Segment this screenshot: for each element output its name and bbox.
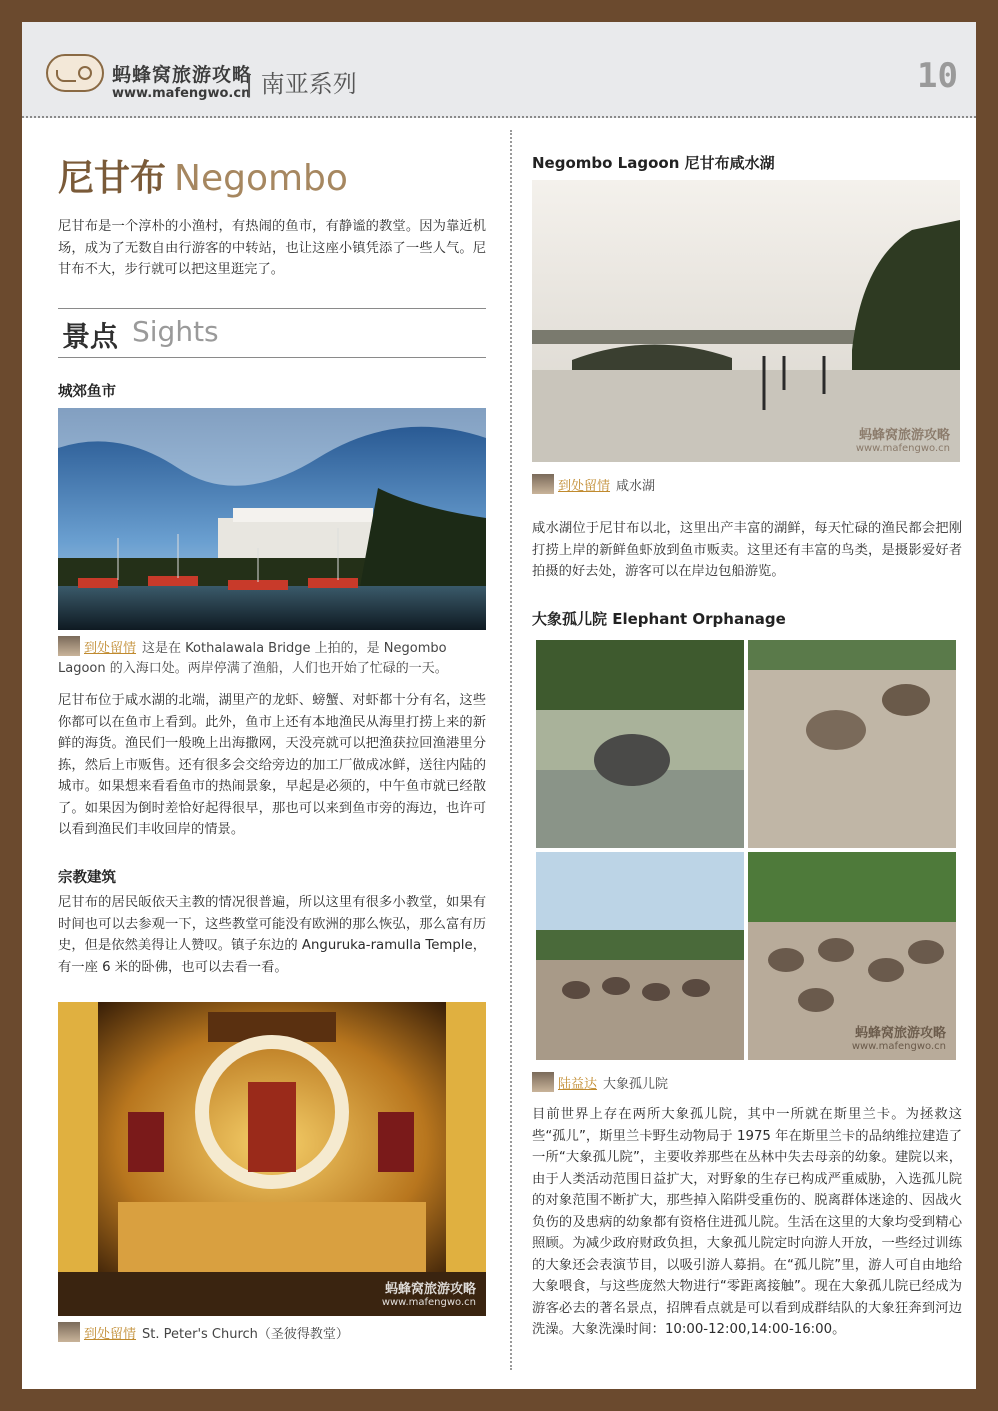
author-avatar <box>58 1322 80 1342</box>
page-header <box>22 22 976 118</box>
author-avatar <box>532 474 554 494</box>
elephant-photo-2 <box>748 640 956 848</box>
page-number: 10 <box>917 56 958 96</box>
orphanage-photo-grid <box>536 640 956 1060</box>
watermark-url: www.mafengwo.cn <box>381 1297 476 1308</box>
series-title: | 南亚系列 <box>245 70 357 98</box>
fish-market-paragraph: 尼甘布位于咸水湖的北端，湖里产的龙虾、螃蟹、对虾都十分有名，这些你都可以在鱼市上看到。此外，鱼市上还有本地渔民从海里打捞上来的新鲜的海货。渔民们一般晚上出海撒网，天没亮就可以把渔获拉回渔港里分拣，然后上市贩售。还有很多会交给旁边的加工厂做成冰鲜，送往内陆的城市。如果想来看看鱼市的热闹景象，早起是必须的，中午鱼市就已经散了。如果因为倒时差恰好起得很早，那也可以来到鱼市旁的海边，也许可以看到渔民们丰收回岸的情景。 <box>58 693 486 837</box>
watermark <box>856 424 950 454</box>
church-photo <box>58 1002 486 1316</box>
orphanage-paragraph: 目前世界上存在两所大象孤儿院，其中一所就在斯里兰卡。为拯救这些“孤儿”，斯里兰卡野生动物局于 1975 年在斯里兰卡的品纳维拉建造了一所“大象孤儿院”，主要收养那些在丛林中失去母亲的幼象。建院以来，由于人类活动范围日益扩大，对野象的生存已构成严重威胁，入选孤儿院的对象范围不断扩大，那些掉入陷阱受重伤的、脱离群体迷途的、因战火负伤的及患病的幼象都有资格住进孤儿院。生活在这里的大象均受到精心照顾。为减少政府财政负担，大象孤儿院定时向游人开放，一些经过训练的大象还会表演节目，以吸引游人募捐。在“孤儿院”里，游人可自由地给大象喂食，与这些庞然大物进行“零距离接触”。现在大象孤儿院已经成为游客必去的著名景点，招牌看点就是可以看到成群结队的大象狂奔到河边洗澡。大象洗澡时间：10:00-12:00,14:00-16:00。 <box>532 1107 962 1337</box>
elephant-logo-icon <box>46 54 104 92</box>
title-cn: 尼甘布 <box>58 158 167 199</box>
watermark-url: www.mafengwo.cn <box>851 1041 946 1052</box>
church-paragraph: 尼甘布的居民皈依天主教的情况很普遍，所以这里有很多小教堂，如果有时间也可以去参观一下，这些教堂可能没有欧洲的那么恢弘，那么富有历史，但是依然美得让人赞叹。镇子东边的 Anguruka-ramulla Temple，有一座 6 米的卧佛，也可以去看一看。 <box>58 895 486 975</box>
lagoon-photo <box>532 180 960 462</box>
section-title-en: Sights <box>132 315 219 348</box>
lagoon-paragraph: 咸水湖位于尼甘布以北，这里出产丰富的湖鲜，每天忙碌的渔民都会把刚打捞上岸的新鲜鱼虾放到鱼市贩卖。这里还有丰富的鸟类，是摄影爱好者拍摄的好去处，游客可以在岸边包船游览。 <box>532 521 962 579</box>
page-frame <box>10 10 988 1401</box>
page-title <box>58 150 348 201</box>
author-link[interactable]: 到处留情 <box>558 479 611 494</box>
watermark-text: 蚂蜂窝旅游攻略 <box>854 1026 946 1041</box>
intro-paragraph: 尼甘布是一个淳朴的小渔村，有热闹的鱼市，有静谧的教堂。因为靠近机场，成为了无数自由行游客的中转站，也让这座小镇凭添了一些人气。尼甘布不大，步行就可以把这里逛完了。 <box>58 219 486 277</box>
author-link[interactable]: 陆益达 <box>558 1077 598 1092</box>
author-avatar <box>58 636 80 656</box>
fish-market-photo <box>58 408 486 630</box>
orphanage-heading: 大象孤儿院 Elephant Orphanage <box>532 610 786 628</box>
watermark-text: 蚂蜂窝旅游攻略 <box>384 1282 476 1297</box>
watermark <box>382 1278 476 1308</box>
caption-text: 大象孤儿院 <box>603 1077 669 1092</box>
lagoon-heading: Negombo Lagoon 尼甘布咸水湖 <box>532 154 775 172</box>
fish-market-caption <box>58 636 486 679</box>
caption-text: St. Peter's Church（圣彼得教堂） <box>142 1327 349 1342</box>
watermark <box>852 1022 946 1052</box>
author-link[interactable]: 到处留情 <box>84 641 137 656</box>
caption-text: 咸水湖 <box>616 479 656 494</box>
brand-name: 蚂蜂窝旅游攻略 <box>112 64 253 86</box>
church-heading: 宗教建筑 <box>58 870 116 886</box>
brand-url: www.mafengwo.cn <box>112 86 251 101</box>
author-avatar <box>532 1072 554 1092</box>
title-en: Negombo <box>174 158 348 199</box>
column-divider <box>510 130 512 1370</box>
elephant-photo-1 <box>536 640 744 848</box>
section-title-cn: 景点 <box>62 320 119 353</box>
lagoon-caption <box>532 474 960 497</box>
church-caption <box>58 1322 486 1345</box>
fish-market-heading: 城郊鱼市 <box>58 384 116 400</box>
watermark-text: 蚂蜂窝旅游攻略 <box>858 428 950 443</box>
caption-text: 这是在 Kothalawala Bridge 上拍的，是 Negombo Lagoon 的入海口处。两岸停满了渔船，人们也开始了忙碌的一天。 <box>58 641 448 676</box>
page <box>22 22 976 1389</box>
elephant-photo-3 <box>536 852 744 1060</box>
watermark-url: www.mafengwo.cn <box>855 443 950 454</box>
orphanage-caption <box>532 1072 960 1095</box>
section-heading-sights <box>58 308 486 358</box>
author-link[interactable]: 到处留情 <box>84 1327 137 1342</box>
